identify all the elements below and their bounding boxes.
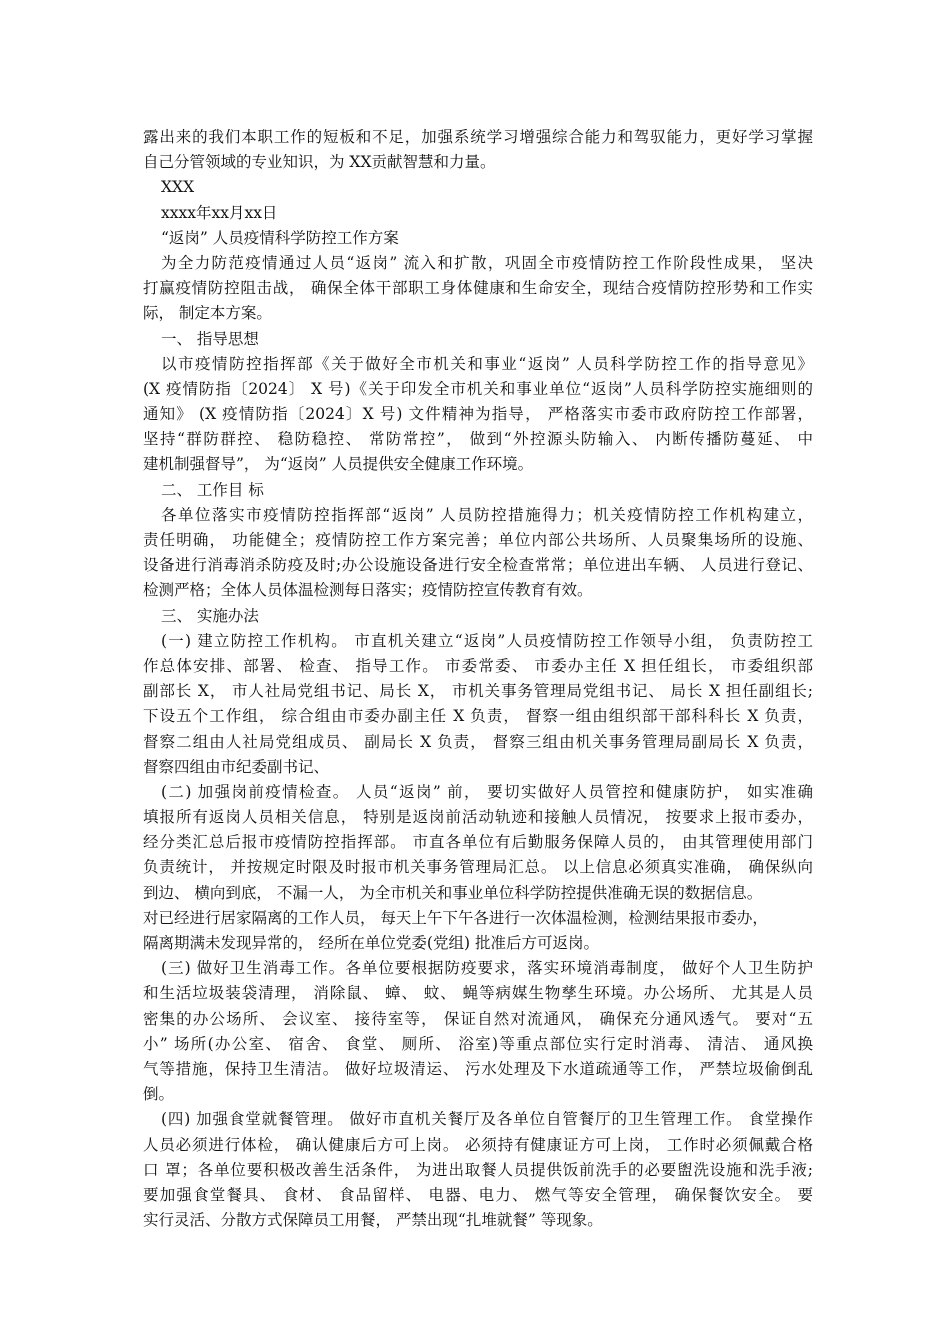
text-line: (四) 加强食堂就餐管理。 做好市直机关餐厅及各单位自管餐厅的卫生管理工作。 食堂操作 [161,1110,813,1129]
text-line: 坚持“群防群控、 稳防稳控、 常防常控”， 做到“外控源头防输入、 内断传播防蔓延、 中 [143,430,813,449]
text-line: 要加强食堂餐具、 食材、 食品留样、 电器、电力、 燃气等安全管理， 确保餐饮安全。 要 [143,1185,813,1204]
text-line: 密集的办公场所、 会议室、 接待室等， 保证自然对流通风， 确保充分通风透气。 要对“五 [143,1009,813,1028]
text-line: 副部长 X， 市人社局党组书记、局长 X， 市机关事务管理局党组书记、 局长 X 担任副组长; [143,682,813,701]
text-line: 隔离期满未发现异常的， 经所在单位党委(党组) 批准后方可返岗。 [143,934,599,952]
document-body [143,125,813,1233]
text-line: 人员必须进行体检， 确认健康后方可上岗。 必须持有健康证方可上岗， 工作时必须佩戴合格 [143,1135,813,1154]
signature-date: xxxx年xx月xx日 [161,203,278,222]
text-line: 通知》 (X 疫情防指〔2024〕X 号) 文件精神为指导， 严格落实市委市政府防控工作部署， [143,405,813,424]
section-title: “返岗” 人员疫情科学防控工作方案 [161,228,399,247]
heading-2: 二、 工作目 标 [161,480,264,499]
text-line: 对已经进行居家隔离的工作人员， 每天上午下午各进行一次体温检测，检测结果报市委办， [143,908,768,927]
text-line: 为全力防范疫情通过人员“返岗” 流入和扩散，巩固全市疫情防控工作阶段性成果， 坚决 [161,253,813,272]
text-line: 小” 场所(办公室、 宿舍、 食堂、 厕所、 浴室)等重点部位实行定时消毒、 清洁、 通风换 [143,1034,813,1053]
text-line: 气等措施，保持卫生清洁。 做好垃圾清运、 污水处理及下水道疏通等工作， 严禁垃圾偷倒乱 [143,1059,813,1078]
text-line: 以市疫情防控指挥部《关于做好全市机关和事业“返岗” 人员科学防控工作的指导意见》 [161,354,813,373]
heading-1: 一、 指导思想 [161,329,259,348]
text-line: 负责统计， 并按规定时限及时报市机关事务管理局汇总。 以上信息必须真实准确， 确保纵向 [143,858,813,877]
text-line: (三) 做好卫生消毒工作。各单位要根据防疫要求，落实环境消毒制度， 做好个人卫生防护 [161,959,813,978]
text-line: 责任明确， 功能健全；疫情防控工作方案完善；单位内部公共场所、人员聚集场所的设施、 [143,531,813,549]
text-line: 打赢疫情防控阻击战， 确保全体干部职工身体健康和生命安全，现结合疫情防控形势和工作实 [143,279,813,298]
text-line: 督察四组由市纪委副书记、 [143,757,330,776]
text-line: 建机制强督导”， 为“返岗” 人员提供安全健康工作环境。 [143,455,534,474]
text-line: 到边、 横向到底， 不漏一人， 为全市机关和事业单位科学防控提供准确无误的数据信息。 [143,883,763,902]
text-line: 倒。 [143,1085,175,1104]
text-line: 经分类汇总后报市疫情防控指挥部。 市直各单位有后勤服务保障人员的， 由其管理使用部门 [143,833,813,852]
text-line: 实行灵活、分散方式保障员工用餐， 严禁出现“扎堆就餐” 等现象。 [143,1211,603,1230]
text-line: 设备进行消毒消杀防疫及时;办公设施设备进行安全检查常常；单位进出车辆、 人员进行登记、 [143,556,813,575]
text-line: 下设五个工作组， 综合组由市委办副主任 X 负责， 督察一组由组织部干部科科长 X 负责， [143,707,813,726]
text-line: (二) 加强岗前疫情检查。 人员“返岗” 前， 要切实做好人员管控和健康防护， 如实准确 [161,782,813,801]
text-line: (一) 建立防控工作机构。 市直机关建立“返岗”人员疫情防控工作领导小组， 负责防控工 [161,631,813,650]
text-line: 际， 制定本方案。 [143,304,272,323]
text-line: (X 疫情防指〔2024〕 X 号)《关于印发全市机关和事业单位“返岗”人员科学防控实施细则的 [143,379,813,398]
signature-name: XXX [161,178,195,197]
text-line: 填报所有返岗人员相关信息， 特别是返岗前活动轨迹和接触人员情况， 按要求上报市委办， [143,808,813,827]
heading-3: 三、 实施办法 [161,606,259,625]
text-line: 露出来的我们本职工作的短板和不足，加强系统学习增强综合能力和驾驭能力，更好学习掌握 [143,128,813,146]
text-line: 自己分管领域的专业知识，为 XX贡献智慧和力量。 [143,153,496,172]
text-line: 检测严格；全体人员体温检测每日落实；疫情防控宣传教育有效。 [143,581,593,600]
text-line: 督察二组由人社局党组成员、 副局长 X 负责， 督察三组由机关事务管理局副局长 X 负责， [143,732,813,751]
text-line: 各单位落实市疫情防控指挥部“返岗” 人员防控措施得力；机关疫情防控工作机构建立， [161,505,813,524]
text-line: 口 罩；各单位要积极改善生活条件， 为进出取餐人员提供饭前洗手的必要盥洗设施和洗手液; [143,1160,813,1179]
text-line: 和生活垃圾装袋清理， 消除鼠、 蟑、 蚊、 蝇等病媒生物孳生环境。办公场所、 尤其是人员 [143,984,813,1003]
text-line: 作总体安排、部署、 检查、 指导工作。 市委常委、 市委办主任 X 担任组长， 市委组织部 [143,656,813,675]
